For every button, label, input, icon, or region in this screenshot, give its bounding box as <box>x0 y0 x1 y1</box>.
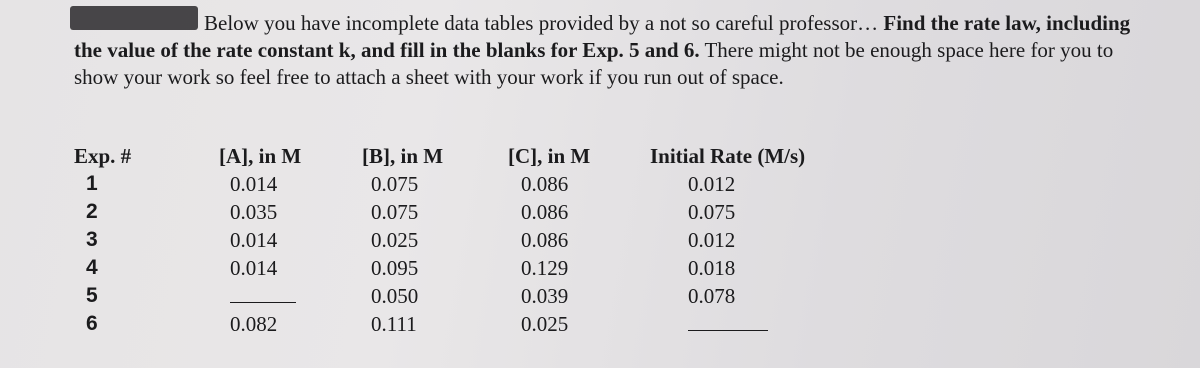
column-exp <box>74 142 131 338</box>
b-value: 0.075 <box>371 172 419 196</box>
blank-line <box>688 310 768 331</box>
c-value: 0.086 <box>521 228 569 252</box>
c-value: 0.039 <box>521 284 569 308</box>
a-value-blank[interactable] <box>219 282 301 310</box>
a-value: 0.035 <box>230 200 278 224</box>
exp-number: 1 <box>86 172 98 195</box>
column-a <box>219 142 301 338</box>
blank-line <box>230 288 296 303</box>
a-value: 0.014 <box>230 256 278 280</box>
b-value: 0.111 <box>371 312 417 336</box>
rate-value: 0.018 <box>688 256 736 280</box>
header-a: [A], in M <box>219 144 302 168</box>
exp-number: 2 <box>86 200 98 223</box>
column-b <box>362 142 443 338</box>
exp-number: 5 <box>86 284 98 307</box>
rate-value: 0.012 <box>688 172 736 196</box>
header-b: [B], in M <box>362 144 444 168</box>
exp-number: 3 <box>86 228 98 251</box>
instructions-plain-1: Below you have incomplete data tables provided by a not so careful professor… <box>204 11 884 35</box>
a-value: 0.014 <box>230 228 278 252</box>
c-value: 0.129 <box>521 256 569 280</box>
c-value: 0.086 <box>521 200 569 224</box>
c-value: 0.025 <box>521 312 569 336</box>
rate-value: 0.012 <box>688 228 736 252</box>
column-c <box>508 142 590 338</box>
exp-number: 6 <box>86 312 98 335</box>
header-exp: Exp. # <box>74 144 132 168</box>
instructions-paragraph <box>74 10 1144 91</box>
b-value: 0.050 <box>371 284 419 308</box>
b-value: 0.095 <box>371 256 419 280</box>
rate-value-blank[interactable] <box>650 310 805 338</box>
c-value: 0.086 <box>521 172 569 196</box>
rate-value: 0.078 <box>688 284 736 308</box>
a-value: 0.082 <box>230 312 278 336</box>
header-rate: Initial Rate (M/s) <box>650 144 806 168</box>
b-value: 0.025 <box>371 228 419 252</box>
exp-number: 4 <box>86 256 98 279</box>
rate-value: 0.075 <box>688 200 736 224</box>
column-rate <box>650 142 805 338</box>
a-value: 0.014 <box>230 172 278 196</box>
instructions-bold: Find the rate law, including the value of the rate constant k, and fill in the blanks for Exp. 5 and 6. <box>74 11 1131 62</box>
header-c: [C], in M <box>508 144 591 168</box>
instructions-plain-2: There might not be enough space here for you to show your work so feel free to attach a sheet with your work if you run out of space. <box>74 38 1114 89</box>
b-value: 0.075 <box>371 200 419 224</box>
